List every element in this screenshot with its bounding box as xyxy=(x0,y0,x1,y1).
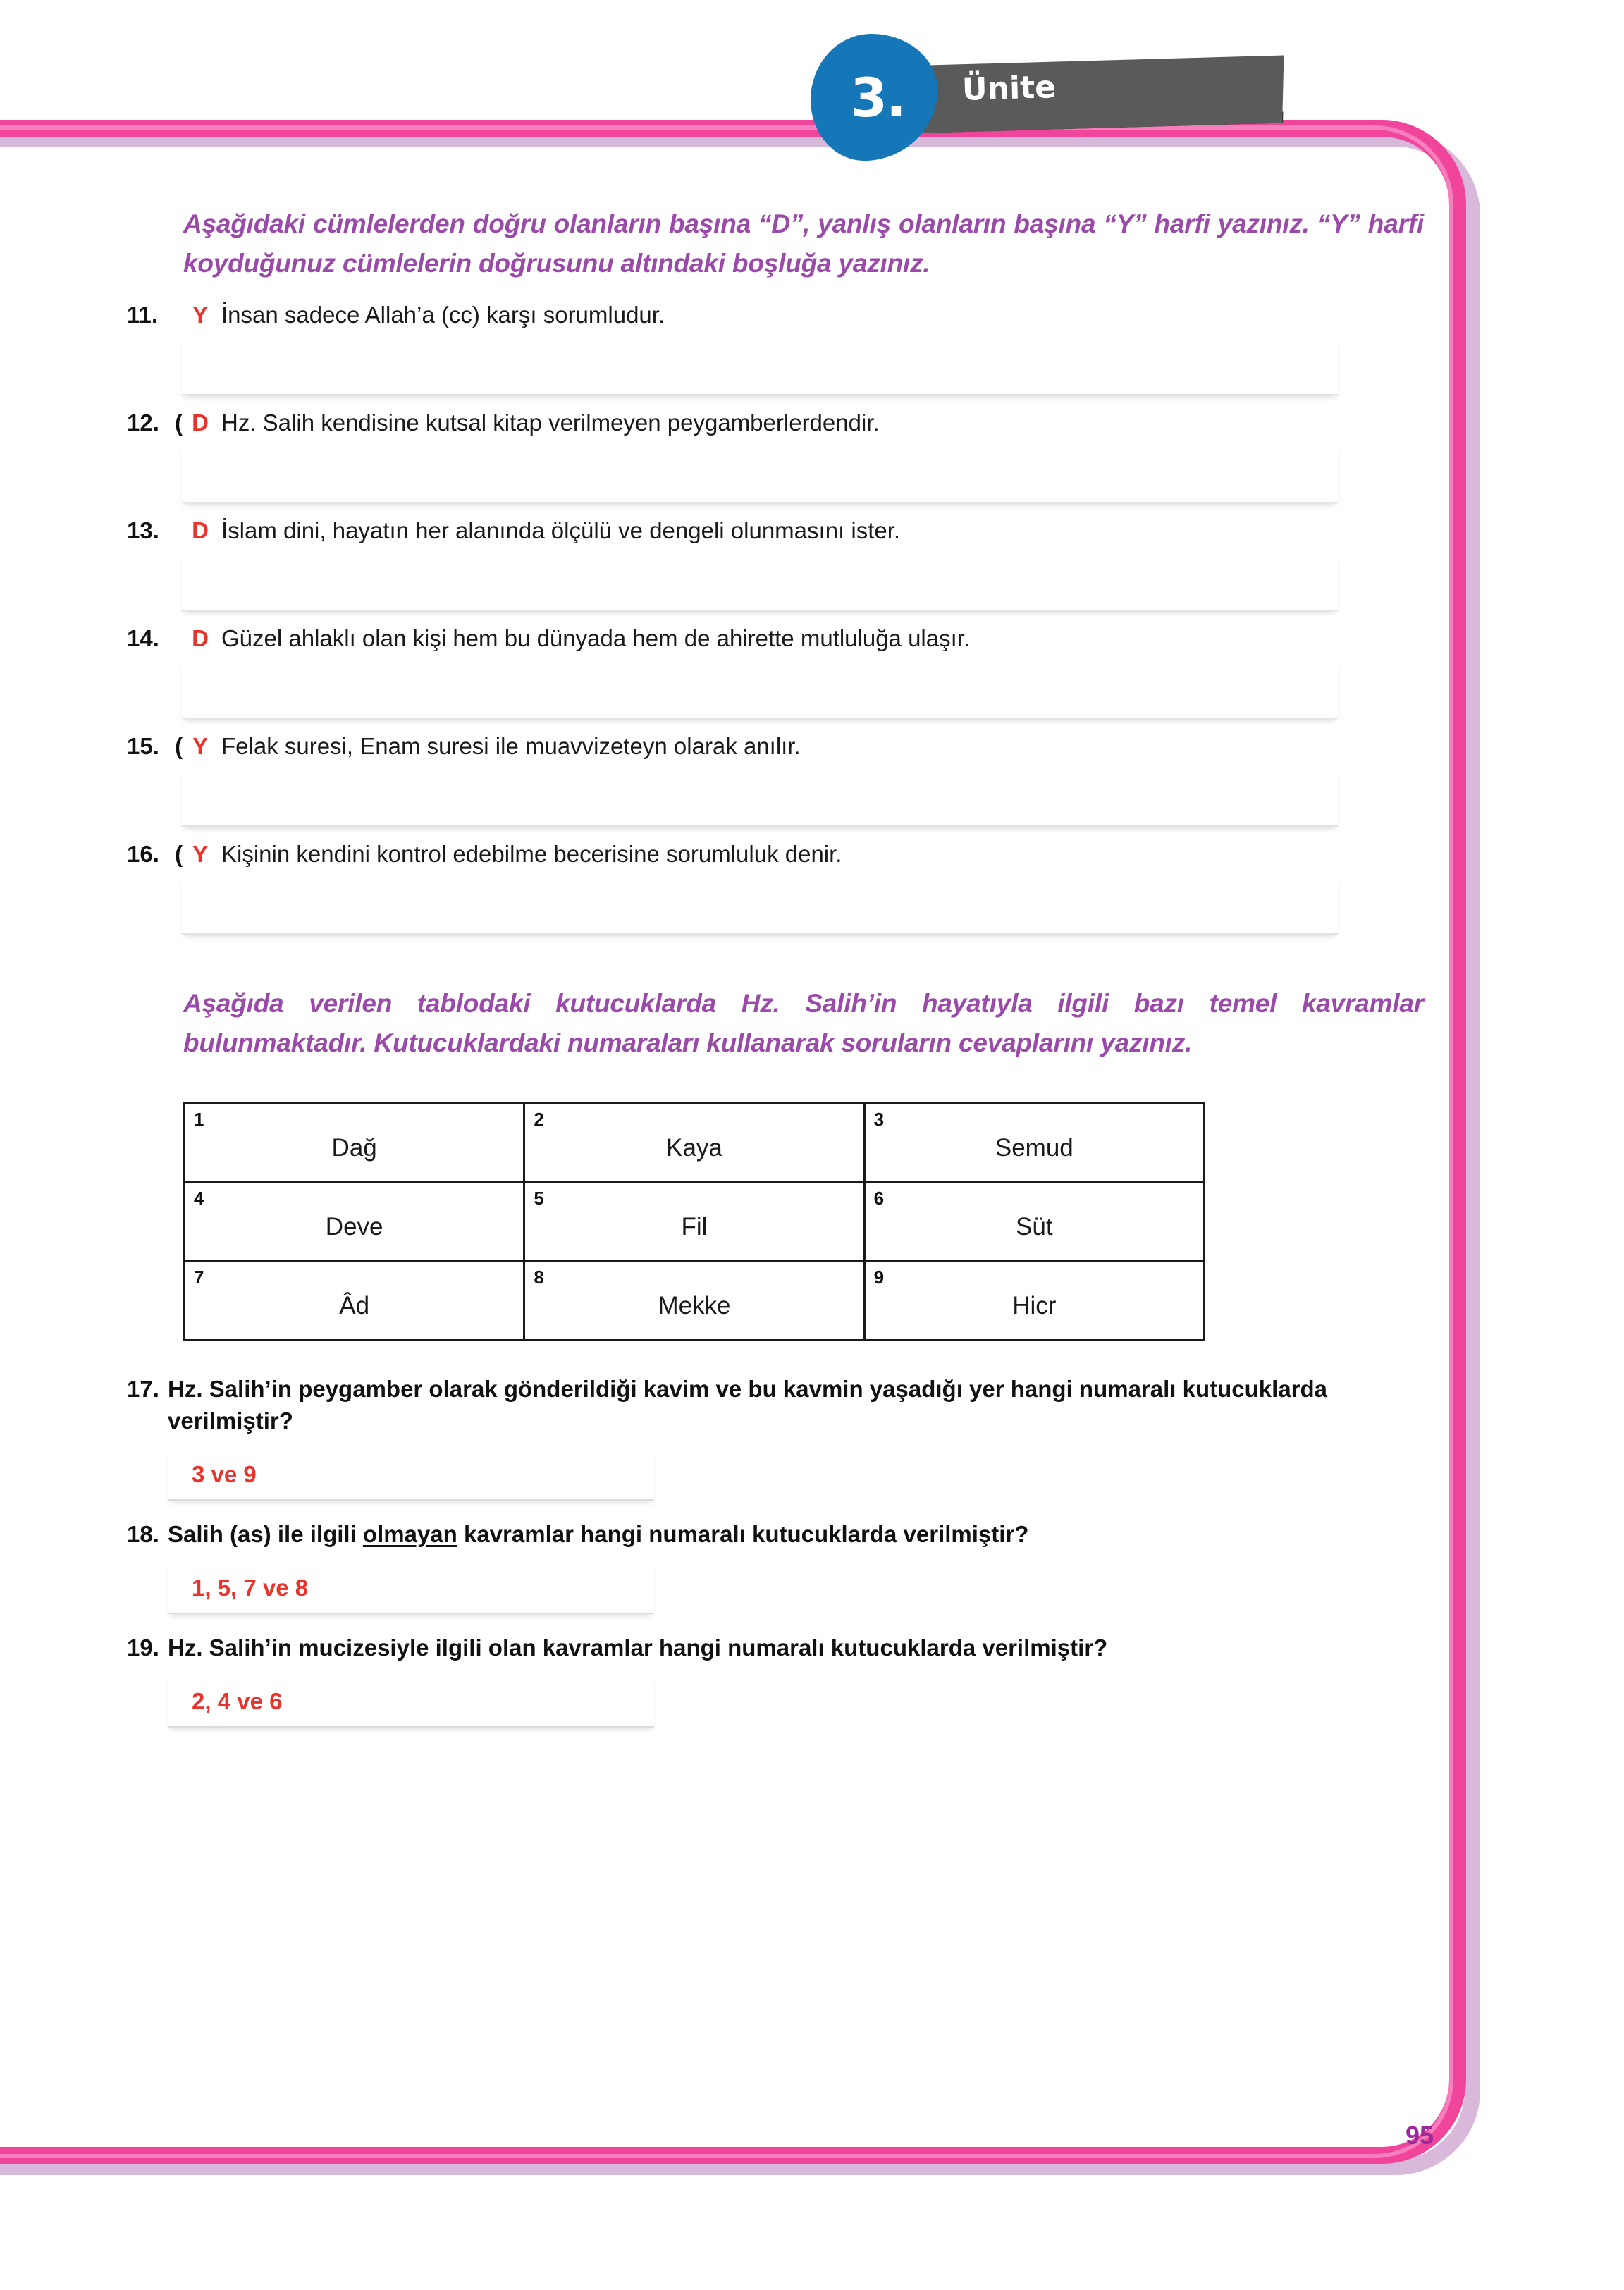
item-answer-letter: Y xyxy=(192,733,208,760)
question-answer: 1, 5, 7 ve 8 xyxy=(192,1574,309,1601)
true-false-list xyxy=(127,300,1431,934)
question-answer-blank[interactable] xyxy=(168,1450,654,1501)
answer-blank-line[interactable] xyxy=(182,661,1338,719)
unit-number: 3. xyxy=(850,66,905,129)
cell-number: 4 xyxy=(194,1188,204,1209)
cell-word: Hicr xyxy=(1012,1291,1057,1319)
table-row xyxy=(185,1262,1205,1341)
answer-blank-line[interactable] xyxy=(182,445,1338,503)
question-item xyxy=(127,1519,1431,1614)
question-item xyxy=(127,1374,1431,1501)
item-number: 14. xyxy=(127,625,159,652)
cell-number: 9 xyxy=(873,1267,885,1288)
unit-label: Ünite xyxy=(961,69,1057,108)
cell-word: Süt xyxy=(1016,1212,1053,1241)
concept-cell xyxy=(864,1183,1204,1262)
question-text xyxy=(168,1632,1431,1664)
item-paren: ( xyxy=(175,410,183,436)
cell-number: 1 xyxy=(194,1109,204,1131)
question-text-part: Hz. Salih’in mucizesiyle ilgili olan kavramlar hangi numaralı kutucuklarda verilmiştir? xyxy=(168,1634,1108,1661)
answer-blank-line[interactable] xyxy=(182,877,1338,935)
cell-word: Deve xyxy=(325,1212,383,1241)
table-row xyxy=(185,1104,1205,1183)
question-text xyxy=(168,1519,1431,1551)
true-false-item xyxy=(127,408,1431,503)
item-answer-letter: D xyxy=(192,410,209,436)
unit-header xyxy=(811,34,1304,154)
item-answer-letter: Y xyxy=(192,840,208,867)
item-answer-letter: Y xyxy=(192,302,208,328)
item-statement: İslam dini, hayatın her alanında ölçülü ve dengeli olunmasını ister. xyxy=(221,517,901,544)
item-statement: Hz. Salih kendisine kutsal kitap verilmeyen peygamberlerdendir. xyxy=(221,410,880,436)
question-answer: 3 ve 9 xyxy=(192,1461,257,1488)
question-text xyxy=(168,1374,1431,1437)
item-number: 13. xyxy=(127,517,159,544)
question-answer: 2, 4 ve 6 xyxy=(192,1687,283,1714)
page-number: 95 xyxy=(1405,2121,1434,2150)
concept-table xyxy=(183,1102,1205,1341)
question-answer-blank[interactable] xyxy=(168,1563,654,1614)
item-number: 12. xyxy=(127,410,159,436)
cell-number: 7 xyxy=(194,1267,204,1288)
concept-cell xyxy=(524,1262,864,1341)
true-false-item xyxy=(127,516,1431,611)
cell-number: 8 xyxy=(534,1267,544,1288)
concept-cell xyxy=(864,1262,1204,1341)
concept-cell xyxy=(185,1262,524,1341)
question-number: 19. xyxy=(127,1634,159,1661)
question-text-part: Salih (as) ile ilgili xyxy=(168,1521,363,1548)
concept-cell xyxy=(864,1104,1204,1183)
concept-cell xyxy=(524,1183,864,1262)
cell-word: Kaya xyxy=(666,1133,722,1162)
answer-blank-line[interactable] xyxy=(182,553,1338,611)
question-text-part: Hz. Salih’in peygamber olarak gönderildiği kavim ve bu kavmin yaşadığı yer hangi numaralı kutucuklarda verilmiştir? xyxy=(168,1376,1328,1434)
cell-word: Dağ xyxy=(331,1133,377,1162)
question-number: 17. xyxy=(127,1376,159,1403)
instruction-table-task: Aşağıda verilen tablodaki kutucuklarda Hz. Salih’in hayatıyla ilgili bazı temel kavramlar bulunmaktadır. Kutucuklardaki numaraları kullanarak soruların cevaplarını yazınız. xyxy=(183,988,1424,1058)
item-paren: ( xyxy=(175,840,183,867)
cell-number: 2 xyxy=(534,1109,544,1131)
cell-number: 5 xyxy=(534,1188,544,1209)
answer-blank-line[interactable] xyxy=(182,769,1338,827)
item-statement: Felak suresi, Enam suresi ile muavvizeteyn olarak anılır. xyxy=(221,733,801,760)
unit-banner xyxy=(902,55,1284,133)
item-number: 16. xyxy=(127,840,159,867)
concept-cell xyxy=(524,1104,864,1183)
question-answer-blank[interactable] xyxy=(168,1677,654,1728)
item-number: 11. xyxy=(127,302,159,328)
question-text-part: kavramlar hangi numaralı kutucuklarda verilmiştir? xyxy=(457,1521,1029,1548)
instruction-true-false: Aşağıdaki cümlelerden doğru olanların başına “D”, yanlış olanların başına “Y” harfi yazınız. “Y” harfi koyduğunuz cümlelerin doğrusunu altındaki boşluğa yazınız. xyxy=(183,209,1424,278)
true-false-item xyxy=(127,839,1431,935)
cell-word: Fil xyxy=(681,1212,708,1241)
true-false-item xyxy=(127,624,1431,719)
cell-word: Mekke xyxy=(658,1291,731,1319)
concept-cell xyxy=(185,1104,524,1183)
item-statement: İnsan sadece Allah’a (cc) karşı sorumludur. xyxy=(221,302,665,328)
cell-number: 6 xyxy=(873,1188,885,1209)
cell-word: Semud xyxy=(995,1133,1074,1162)
concept-cell xyxy=(185,1183,524,1262)
question-number: 18. xyxy=(127,1521,159,1548)
true-false-item xyxy=(127,300,1431,395)
item-statement: Kişinin kendini kontrol edebilme becerisine sorumluluk denir. xyxy=(221,840,842,867)
answer-blank-line[interactable] xyxy=(182,338,1338,395)
cell-word: Âd xyxy=(339,1291,370,1319)
question-list xyxy=(127,1374,1431,1728)
page-content xyxy=(127,204,1431,1746)
table-row xyxy=(185,1183,1205,1262)
item-number: 15. xyxy=(127,733,159,760)
item-paren: ( xyxy=(175,733,183,760)
question-emphasis: olmayan xyxy=(362,1521,457,1548)
true-false-item xyxy=(127,732,1431,827)
question-item xyxy=(127,1632,1431,1728)
cell-number: 3 xyxy=(873,1109,885,1131)
item-answer-letter: D xyxy=(192,517,209,544)
item-answer-letter: D xyxy=(192,625,209,652)
item-statement: Güzel ahlaklı olan kişi hem bu dünyada hem de ahirette mutluluğa ulaşır. xyxy=(221,625,971,652)
